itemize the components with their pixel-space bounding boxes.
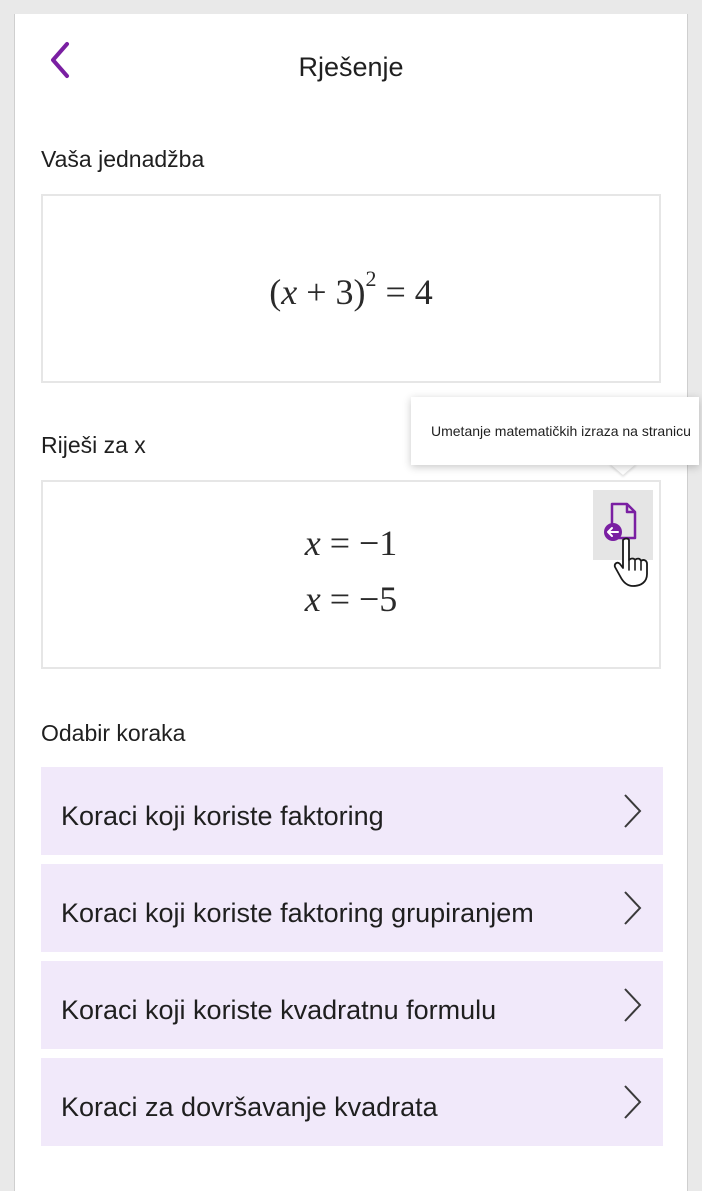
step-option-quadratic-formula[interactable] [41, 961, 663, 1049]
step-option-label: Koraci za dovršavanje kvadrata [61, 1092, 438, 1122]
hand-pointer-icon [611, 536, 651, 588]
solution-box [41, 480, 661, 669]
solution-line-2: x = −5 [304, 579, 398, 619]
solution-panel [14, 14, 691, 1191]
solve-for-label: Riješi za x [41, 432, 146, 458]
step-option-grouping[interactable] [41, 864, 663, 952]
page-title: Rješenje [298, 52, 404, 82]
solution-line-1: x = −1 [304, 523, 398, 563]
chevron-right-icon [621, 1084, 643, 1120]
step-option-label: Koraci koji koriste faktoring grupiranjem [61, 898, 534, 928]
chevron-right-icon [621, 890, 643, 926]
equation-label: Vaša jednadžba [41, 146, 205, 172]
steps-label: Odabir koraka [41, 720, 186, 746]
chevron-right-icon [621, 793, 643, 829]
equation-box [41, 194, 661, 383]
step-option-factoring[interactable] [41, 767, 663, 855]
step-option-label: Koraci koji koriste kvadratnu formulu [61, 995, 497, 1025]
chevron-right-icon [621, 987, 643, 1023]
insert-tooltip: Umetanje matematičkih izraza na stranicu [411, 397, 699, 465]
step-option-label: Koraci koji koriste faktoring [61, 801, 384, 831]
equation-expression: $(x + 3)^2 = 4$ [269, 266, 433, 312]
step-option-completing-square[interactable] [41, 1058, 663, 1146]
